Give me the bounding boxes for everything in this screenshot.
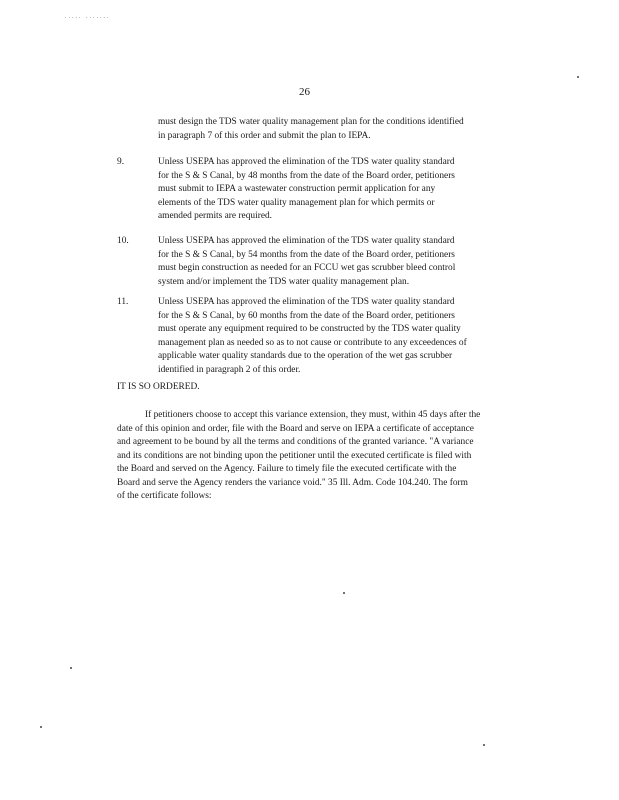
item-line: identified in paragraph 2 of this order. [158, 364, 301, 375]
item-line: system and/or implement the TDS water quality management plan. [158, 276, 410, 287]
item-line: amended permits are required. [158, 211, 273, 221]
closing-line: Board and serve the Agency renders the variance void." 35 Ill. Adm. Code 104.240. The form [117, 477, 468, 488]
closing-line: If petitioners choose to accept this variance extension, they must, within 45 days after the [145, 410, 481, 420]
item-number: 9. [117, 157, 125, 167]
so-ordered-heading: IT IS SO ORDERED. [117, 382, 200, 392]
closing-line: and agreement to be bound by all the terms and conditions of the granted variance. "A variance [117, 437, 474, 447]
scan-speck [40, 726, 42, 728]
item-line: management plan as needed so as to not cause or contribute to any exceedences of [158, 337, 467, 348]
closing-line: of the certificate follows: [117, 491, 212, 501]
item-line: must submit to IEPA a wastewater construction permit application for any [158, 184, 436, 194]
item-line: for the S & S Canal, by 48 months from the date of the Board order, petitioners [158, 170, 455, 181]
item-line: Unless USEPA has approved the elimination of the TDS water quality standard [158, 236, 455, 246]
item-text [158, 296, 467, 377]
item-number: 10. [117, 236, 129, 246]
page-number: 26 [299, 86, 310, 98]
item-line: Unless USEPA has approved the elimination of the TDS water quality standard [158, 297, 455, 307]
header-scan-marks: ..... ....... [65, 14, 111, 20]
item-line: for the S & S Canal, by 54 months from the date of the Board order, petitioners [158, 249, 455, 260]
closing-line: the Board and served on the Agency. Failure to timely file the executed certificate with the [117, 464, 457, 474]
item-text [158, 235, 455, 289]
continuation-line: in paragraph 7 of this order and submit the plan to IEPA. [158, 130, 371, 141]
item-line: must begin construction as needed for an FCCU wet gas scrubber bleed control [158, 263, 456, 273]
item-line: must operate any equipment required to be constructed by the TDS water quality [158, 324, 461, 334]
item-text [158, 156, 455, 224]
scan-speck [70, 667, 72, 669]
closing-paragraph [117, 409, 480, 504]
scan-speck [577, 76, 579, 78]
continuation-line: must design the TDS water quality management plan for the conditions identified [158, 117, 464, 127]
scan-speck [483, 744, 485, 746]
continuation-paragraph [158, 116, 464, 143]
item-line: Unless USEPA has approved the elimination of the TDS water quality standard [158, 157, 455, 167]
closing-line: date of this opinion and order, file with the Board and serve on IEPA a certificate of acceptance [117, 423, 474, 434]
item-line: for the S & S Canal, by 60 months from the date of the Board order, petitioners [158, 310, 455, 321]
item-number: 11. [117, 297, 129, 307]
scan-speck [343, 592, 345, 594]
closing-line: and its conditions are not binding upon the petitioner until the executed certificate is filed with [117, 450, 472, 461]
item-line: elements of the TDS water quality management plan for which permits or [158, 197, 435, 208]
item-line: applicable water quality standards due to the operation of the wet gas scrubber [158, 351, 453, 361]
